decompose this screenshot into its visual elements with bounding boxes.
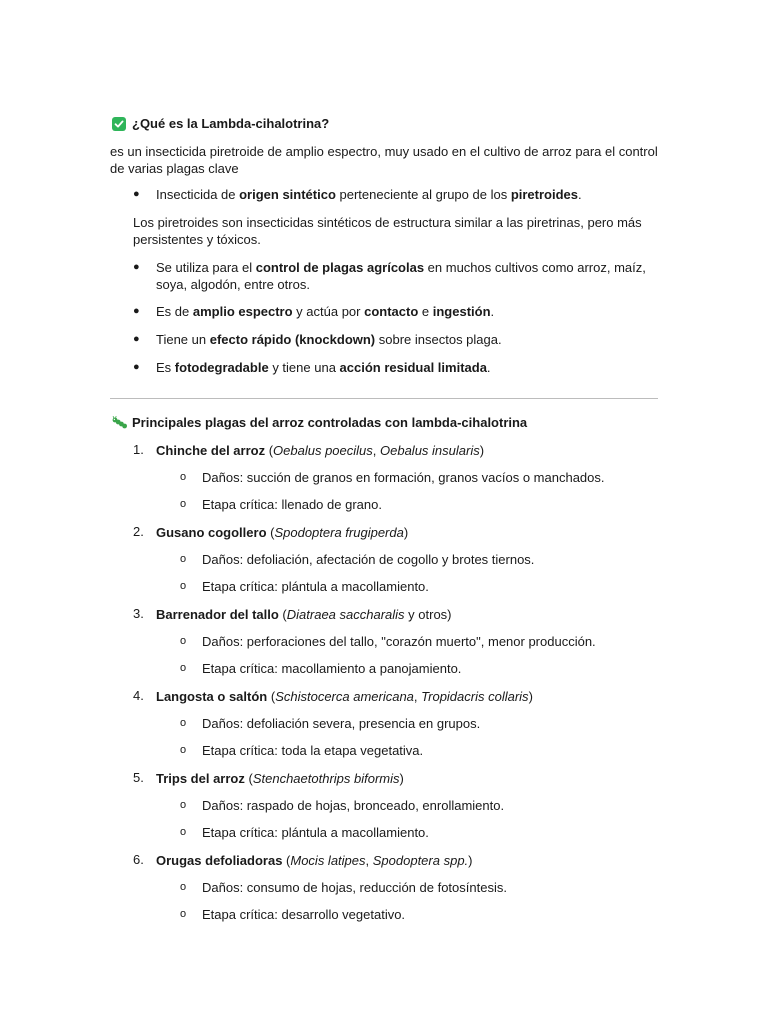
horizontal-rule (110, 398, 658, 399)
bullet-dot: ● (133, 361, 140, 373)
sub-bullet-circle: o (180, 908, 187, 920)
pest-damage: Daños: consumo de hojas, reducción de fotosíntesis. (202, 880, 507, 895)
pest-critical-stage: Etapa crítica: plántula a macollamiento. (202, 579, 429, 594)
pest-title: Gusano cogollero (Spodoptera frugiperda) (156, 525, 409, 540)
pest-title: Trips del arroz (Stenchaetothrips biformis) (156, 771, 404, 786)
pest-damage: Daños: raspado de hojas, bronceado, enrollamiento. (202, 798, 505, 813)
bullet-item-fotodegradable: Es fotodegradable y tiene una acción residual limitada. (156, 360, 491, 375)
pest-title: Chinche del arroz (Oebalus poecilus, Oebalus insularis) (156, 443, 485, 458)
pest-number: 4. (133, 688, 144, 703)
pest-critical-stage: Etapa crítica: plántula a macollamiento. (202, 825, 429, 840)
bullet-dot: ● (133, 188, 140, 200)
pest-number: 5. (133, 770, 144, 785)
sub-bullet-circle: o (180, 717, 187, 729)
intro-line-2: de varias plagas clave (110, 161, 239, 176)
pest-title: Langosta o saltón (Schistocerca americana, Tropidacris collaris) (156, 689, 533, 704)
sub-bullet-circle: o (180, 826, 187, 838)
bullet-item-uso: Se utiliza para el control de plagas agrícolas en muchos cultivos como arroz, maíz, soya, algodón, entre otros. (156, 260, 646, 292)
intro-paragraph (110, 143, 658, 177)
caterpillar-icon (112, 416, 128, 430)
pest-critical-stage: Etapa crítica: macollamiento a panojamiento. (202, 661, 462, 676)
pest-damage: Daños: succión de granos en formación, granos vacíos o manchados. (202, 470, 605, 485)
sub-bullet-circle: o (180, 881, 187, 893)
check-mark-icon (112, 117, 126, 131)
bullet-item-origen: Insecticida de origen sintético perteneciente al grupo de los piretroides. (156, 187, 582, 202)
pest-title: Orugas defoliadoras (Mocis latipes, Spodoptera spp.) (156, 853, 473, 868)
bullet-dot: ● (133, 333, 140, 345)
sub-bullet-circle: o (180, 662, 187, 674)
pest-number: 6. (133, 852, 144, 867)
section1-heading (112, 116, 329, 131)
bullet-dot: ● (133, 305, 140, 317)
piretroides-paragraph (133, 214, 642, 248)
para-line-1: Los piretroides son insecticidas sintéticos de estructura similar a las piretrinas, pero más (133, 215, 642, 230)
sub-bullet-circle: o (180, 744, 187, 756)
intro-line-1: es un insecticida piretroide de amplio espectro, muy usado en el cultivo de arroz para el control (110, 144, 658, 159)
sub-bullet-circle: o (180, 471, 187, 483)
pest-damage: Daños: defoliación severa, presencia en grupos. (202, 716, 481, 731)
sub-bullet-circle: o (180, 498, 187, 510)
sub-bullet-circle: o (180, 553, 187, 565)
sub-bullet-circle: o (180, 799, 187, 811)
pest-number: 2. (133, 524, 144, 539)
para-line-2: persistentes y tóxicos. (133, 232, 261, 247)
pest-number: 1. (133, 442, 144, 457)
pest-number: 3. (133, 606, 144, 621)
sub-bullet-circle: o (180, 635, 187, 647)
pest-title: Barrenador del tallo (Diatraea saccharalis y otros) (156, 607, 452, 622)
bullet-dot: ● (133, 261, 140, 273)
pest-damage: Daños: defoliación, afectación de cogollo y brotes tiernos. (202, 552, 535, 567)
section2-heading (112, 415, 527, 430)
bullet-item-espectro: Es de amplio espectro y actúa por contacto e ingestión. (156, 304, 495, 319)
pest-critical-stage: Etapa crítica: llenado de grano. (202, 497, 382, 512)
pest-damage: Daños: perforaciones del tallo, "corazón muerto", menor producción. (202, 634, 596, 649)
bullet-item-efecto: Tiene un efecto rápido (knockdown) sobre insectos plaga. (156, 332, 502, 347)
section1-heading-text: ¿Qué es la Lambda-cihalotrina? (132, 116, 330, 131)
sub-bullet-circle: o (180, 580, 187, 592)
section2-heading-text: Principales plagas del arroz controladas con lambda-cihalotrina (132, 415, 528, 430)
pest-critical-stage: Etapa crítica: toda la etapa vegetativa. (202, 743, 424, 758)
pest-critical-stage: Etapa crítica: desarrollo vegetativo. (202, 907, 406, 922)
